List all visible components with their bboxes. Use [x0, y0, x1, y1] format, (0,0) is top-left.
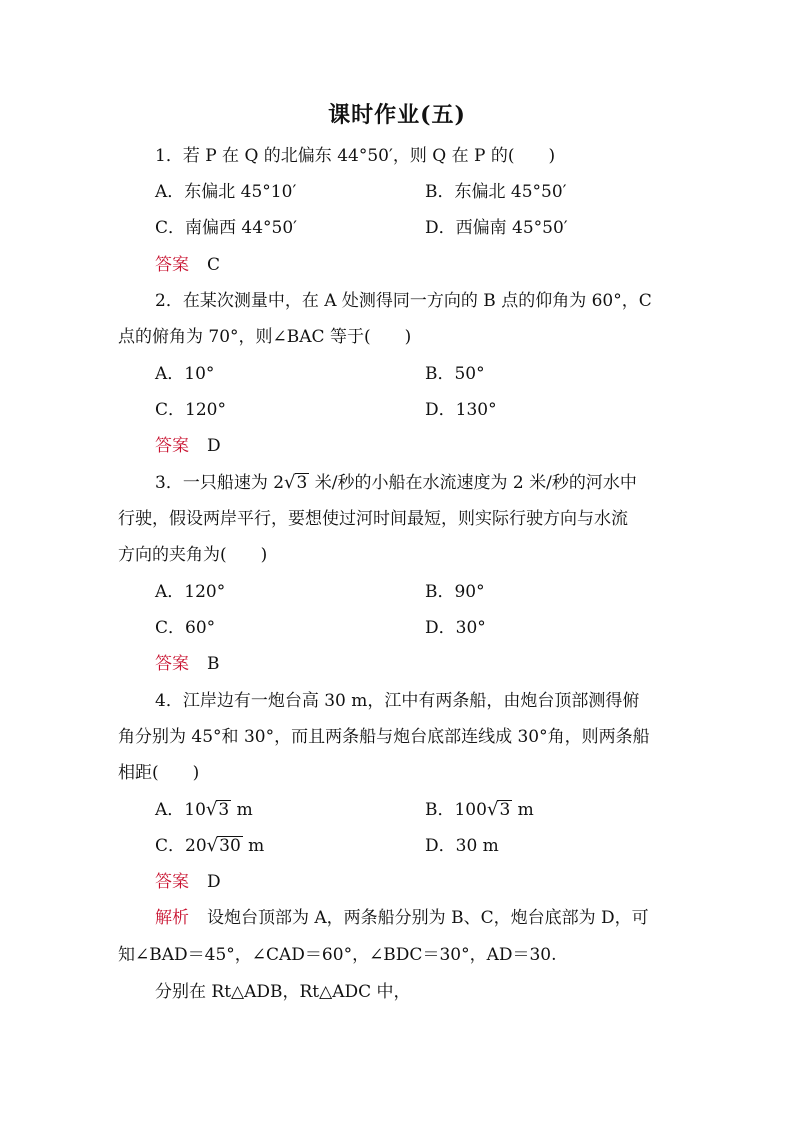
question-1-stem: 1．若 P 在 Q 的北偏东 44°50′，则 Q 在 P 的( ) — [155, 146, 556, 166]
q4-option-a-post: m — [231, 800, 253, 820]
explanation-text: 设炮台顶部为 A，两条船分别为 B、C，炮台底部为 D，可 — [207, 908, 649, 928]
q1-answer — [155, 253, 220, 277]
answer-value: D — [207, 436, 221, 456]
answer-value: B — [207, 654, 220, 674]
q1-option-b: B．东偏北 45°50′ — [425, 182, 567, 202]
page-title: 课时作业(五) — [328, 102, 466, 128]
radical-sign: √ — [206, 835, 219, 856]
q2-option-d: D．130° — [425, 400, 497, 420]
radical-sign: √ — [486, 799, 499, 820]
q4-option-c-post: m — [242, 836, 265, 856]
q4-option-a-pre: A．10 — [155, 800, 206, 820]
q3-stem-post: 米/秒的小船在水流速度为 2 米/秒的河水中 — [309, 473, 637, 493]
explanation-label: 解析 — [155, 908, 189, 928]
question-3-stem-line1 — [155, 471, 637, 495]
answer-label: 答案 — [155, 654, 189, 674]
answer-value: C — [207, 255, 221, 275]
q4-option-b-pre: B．100 — [425, 800, 487, 820]
q1-option-a: A．东偏北 45°10′ — [155, 182, 297, 202]
q4-answer — [155, 870, 221, 894]
q4-explanation-line3: 分别在 Rt△ADB，Rt△ADC 中， — [155, 982, 411, 1002]
q3-option-a: A．120° — [155, 582, 226, 602]
question-2-stem-line1: 2．在某次测量中，在 A 处测得同一方向的 B 点的仰角为 60°，C — [155, 291, 652, 311]
q4-option-d: D．30 m — [425, 836, 499, 856]
q3-option-c: C．60° — [155, 618, 216, 638]
q2-option-a: A．10° — [155, 364, 215, 384]
question-4-stem-line1: 4．江岸边有一炮台高 30 m，江中有两条船，由炮台顶部测得俯 — [155, 691, 640, 711]
q2-option-b: B．50° — [425, 364, 485, 384]
q4-explanation-line2: 知∠BAD＝45°，∠CAD＝60°，∠BDC＝30°，AD＝30. — [118, 945, 557, 965]
radicand: 3 — [296, 473, 308, 493]
q4-explanation-line1 — [155, 906, 649, 930]
answer-label: 答案 — [155, 872, 189, 892]
q3-option-b: B．90° — [425, 582, 485, 602]
q3-stem-pre: 3．一只船速为 2 — [155, 473, 285, 493]
q4-option-b — [425, 798, 534, 822]
radical-sign: √ — [284, 472, 296, 493]
q3-option-d: D．30° — [425, 618, 486, 638]
q3-answer — [155, 652, 220, 676]
answer-value: D — [207, 872, 221, 892]
question-3-stem-line3: 方向的夹角为( ) — [118, 545, 268, 565]
q4-option-c-pre: C．20 — [155, 836, 207, 856]
q1-option-c: C．南偏西 44°50′ — [155, 218, 298, 238]
q4-option-c — [155, 834, 264, 858]
radicand: 3 — [499, 800, 511, 820]
question-3-stem-line2: 行驶，假设两岸平行，要想使过河时间最短，则实际行驶方向与水流 — [118, 509, 628, 529]
q2-option-c: C．120° — [155, 400, 226, 420]
question-4-stem-line3: 相距( ) — [118, 763, 200, 783]
answer-label: 答案 — [155, 255, 189, 275]
q4-option-a — [155, 798, 253, 822]
q2-answer — [155, 434, 221, 458]
question-2-stem-line2: 点的俯角为 70°，则∠BAC 等于( ) — [118, 327, 412, 347]
radicand: 3 — [218, 800, 230, 820]
q1-option-d: D．西偏南 45°50′ — [425, 218, 568, 238]
radical-sign: √ — [205, 799, 218, 820]
radicand: 30 — [219, 836, 241, 856]
q4-option-b-post: m — [512, 800, 534, 820]
question-4-stem-line2: 角分别为 45°和 30°，而且两条船与炮台底部连线成 30°角，则两条船 — [118, 727, 650, 747]
answer-label: 答案 — [155, 436, 189, 456]
